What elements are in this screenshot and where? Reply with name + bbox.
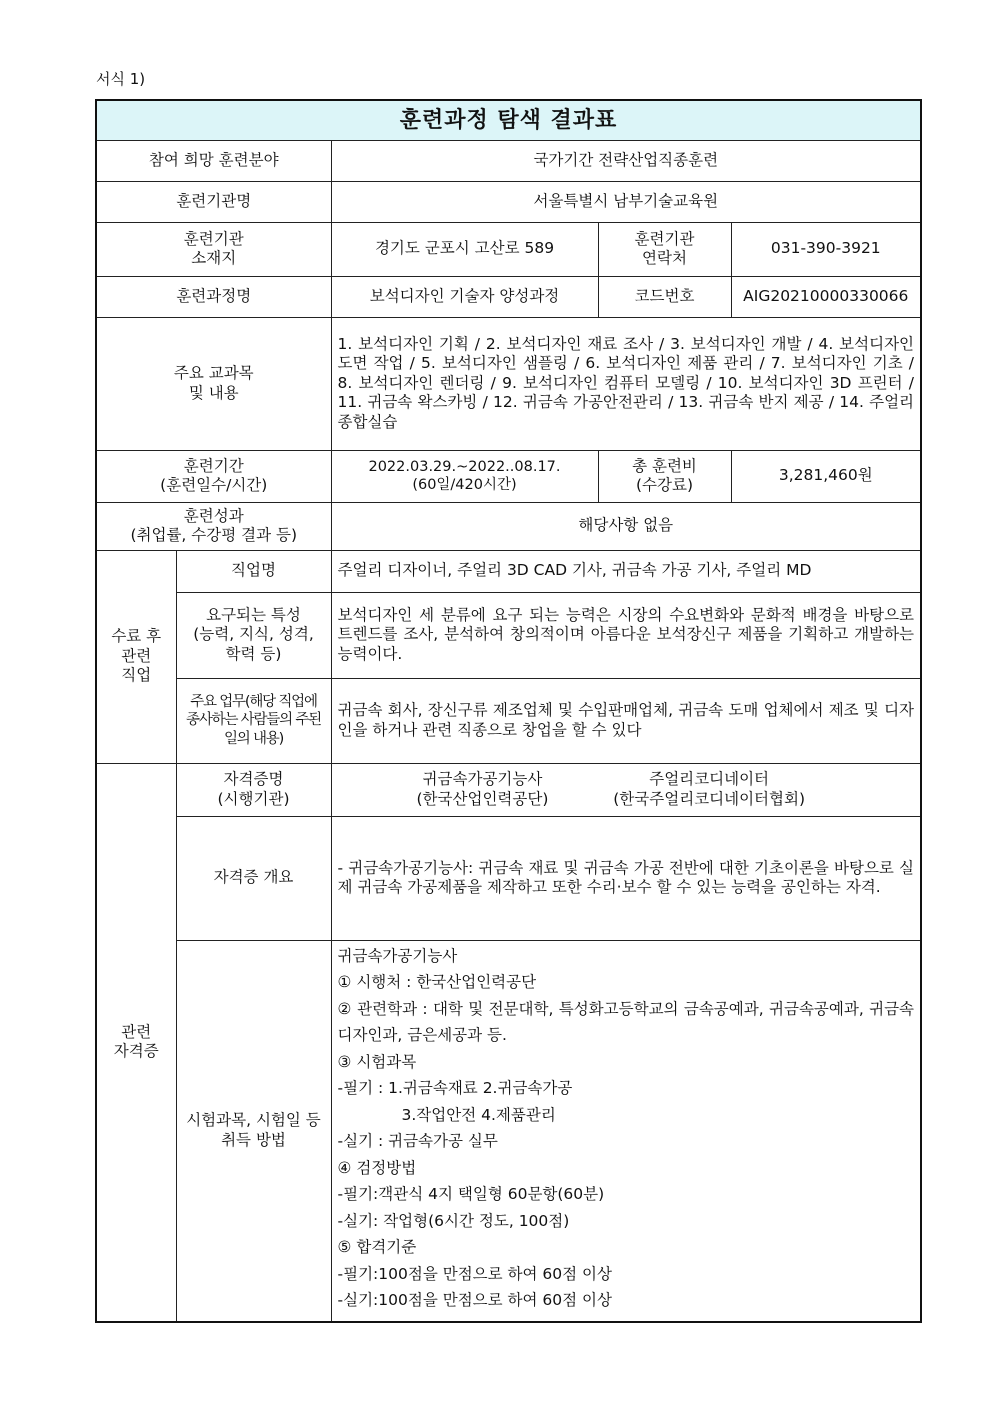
fee-label: 총 훈련비 (수강료) xyxy=(598,450,731,502)
cert-overview-value: - 귀금속가공기능사: 귀금속 재료 및 귀금속 가공 전반에 대한 기초이론을 바탕으로 실제 귀금속 가공제품을 제작하고 또한 수리·보수 할 수 있는 능력을 공인하는 자격. xyxy=(331,816,921,940)
location-label: 훈련기관 소재지 xyxy=(96,222,331,276)
outcome-label: 훈련성과 (취업률, 수강평 결과 등) xyxy=(96,502,331,550)
field-value: 국가기간 전략산업직종훈련 xyxy=(331,140,921,181)
course-value: 보석디자인 기술자 양성과정 xyxy=(331,276,598,317)
exam-line: ⑤ 합격기준 xyxy=(337,1238,417,1256)
exam-line: -실기 : 귀금속가공 실무 xyxy=(337,1132,498,1150)
exam-line: ① 시행처 : 한국산업인력공단 xyxy=(337,973,537,991)
exam-line: ④ 검정방법 xyxy=(337,1158,417,1177)
duties-value: 귀금속 회사, 장신구류 제조업체 및 수입판매업체, 귀금속 도매 업체에서 제조 및 디자인을 하거나 관련 직종으로 창업을 할 수 있다 xyxy=(331,678,921,763)
cert-1: 귀금속가공기능사 (한국산업인력공단) xyxy=(416,770,549,808)
exam-line: 귀금속가공기능사 xyxy=(337,946,458,965)
exam-line: 3.작업안전 4.제품관리 xyxy=(401,1105,556,1124)
job-name-value: 주얼리 디자이너, 주얼리 3D CAD 기사, 귀금속 가공 기사, 주얼리 MD xyxy=(331,550,921,592)
subjects-label: 주요 교과목 및 내용 xyxy=(96,317,331,450)
fee-value: 3,281,460원 xyxy=(731,450,921,502)
subjects-value: 1. 보석디자인 기획 / 2. 보석디자인 재료 조사 / 3. 보석디자인 개발 / 4. 보석디자인 도면 작업 / 5. 보석디자인 샘플링 / 6. 보석디자인 제품 관리 / 7. 보석디자인 기초 / 8. 보석디자인 렌더링 / 9. 보석디자인 컴퓨터 모델링 / 10. 보석디자인 3D 프린터 / 11. 귀금속 왁스카빙 / 12. 귀금속 가공안전관리 / 13. 귀금속 반지 제공 / 14. 주얼리 종합실습 xyxy=(331,317,921,450)
certs-group-label: 관련 자격증 xyxy=(96,763,176,1322)
period-label: 훈련기간 (훈련일수/시간) xyxy=(96,450,331,502)
exam-line: -필기:객관식 4지 택일형 60문항(60분) xyxy=(337,1185,605,1203)
cert-name-label: 자격증명 (시행기관) xyxy=(176,763,331,816)
exam-line: -실기: 작업형(6시간 정도, 100점) xyxy=(337,1211,570,1230)
exam-line: -필기 : 1.귀금속재료 2.귀금속가공 xyxy=(337,1079,573,1097)
cert-name-value xyxy=(331,763,921,816)
exam-label: 시험과목, 시험일 등 취득 방법 xyxy=(176,940,331,1322)
training-course-table xyxy=(95,99,922,1323)
institution-value: 서울특별시 남부기술교육원 xyxy=(331,181,921,222)
course-label: 훈련과정명 xyxy=(96,276,331,317)
period-value: 2022.03.29.~2022..08.17. (60일/420시간) xyxy=(331,450,598,502)
traits-value: 보석디자인 세 분류에 요구 되는 능력은 시장의 수요변화와 문화적 배경을 바탕으로 트렌드를 조사, 분석하여 창의적이며 아름다운 보석장신구 제품을 기획하고 개발하는 능력이다. xyxy=(331,592,921,678)
cert-2: 주얼리코디네이터 (한국주얼리코디네이터협회) xyxy=(613,770,806,808)
exam-line: ② 관련학과 : 대학 및 전문대학, 특성화고등학교의 금속공예과, 귀금속공예과, 귀금속디자인과, 금은세공과 등. xyxy=(337,999,915,1044)
field-label: 참여 희망 훈련분야 xyxy=(96,140,331,181)
traits-label: 요구되는 특성 (능력, 지식, 성격, 학력 등) xyxy=(176,592,331,678)
contact-label: 훈련기관 연락처 xyxy=(598,222,731,276)
code-label: 코드번호 xyxy=(598,276,731,317)
outcome-value: 해당사항 없음 xyxy=(331,502,921,550)
form-number-label: 서식 1) xyxy=(96,70,146,88)
table-title: 훈련과정 탐색 결과표 xyxy=(96,100,921,140)
exam-line: -필기:100점을 만점으로 하여 60점 이상 xyxy=(337,1264,612,1283)
cert-overview-label: 자격증 개요 xyxy=(176,816,331,940)
contact-value: 031-390-3921 xyxy=(731,222,921,276)
duties-label: 주요 업무(해당 직업에 종사하는 사람들의 주된 일의 내용) xyxy=(176,678,331,763)
job-name-label: 직업명 xyxy=(176,550,331,592)
exam-details xyxy=(331,940,921,1322)
institution-label: 훈련기관명 xyxy=(96,181,331,222)
jobs-group-label: 수료 후 관련 직업 xyxy=(96,550,176,763)
exam-line: -실기:100점을 만점으로 하여 60점 이상 xyxy=(337,1291,612,1309)
location-value: 경기도 군포시 고산로 589 xyxy=(331,222,598,276)
exam-line: ③ 시험과목 xyxy=(337,1052,417,1071)
code-value: AIG20210000330066 xyxy=(731,276,921,317)
